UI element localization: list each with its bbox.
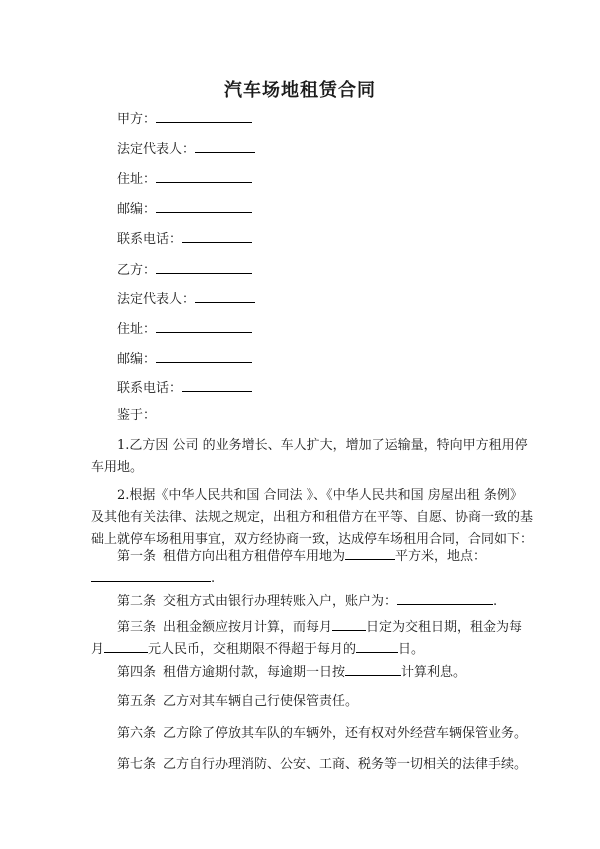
party-a-postcode-line [117,200,252,218]
article-1-tail: . [211,571,216,586]
article-6-label: 第六条 [117,726,157,741]
article-5 [91,691,515,713]
article-1 [91,546,515,590]
party-b-rep-label: 法定代表人： [117,292,196,307]
party-a-rep-blank[interactable] [195,140,255,153]
whereas-item-1-line-2: 车用地。 [91,460,144,475]
party-a-rep-line [117,140,255,158]
article-3-deadline-blank[interactable] [356,640,398,653]
party-b-phone-blank[interactable] [182,379,252,392]
party-b-address-line [117,320,252,338]
article-2-tail: . [493,594,498,609]
article-1-area-blank[interactable] [345,547,395,560]
whereas-item-2-line-3: 础上就停车场租用事宜，双方经协商一致，达成停车场租用合同，合同如下： [91,532,534,547]
article-1-location-blank[interactable] [91,569,211,582]
party-b-address-blank[interactable] [156,320,252,333]
party-a-address-label: 住址： [117,172,157,187]
whereas-label: 鉴于： [117,408,157,423]
article-2-label: 第二条 [117,594,157,609]
party-b-phone-label: 联系电话： [117,381,183,396]
party-a-address-blank[interactable] [156,170,252,183]
party-a-phone-label: 联系电话： [117,232,183,247]
party-b-postcode-blank[interactable] [156,350,252,363]
article-3-text-b: 日定为交租日期，租金为每 [366,620,523,635]
article-5-text: 乙方对其车辆自己行使保管责任。 [163,694,359,709]
article-4-text-a: 租借方逾期付款，每逾期一日按 [163,665,346,680]
party-a-label: 甲方： [117,112,157,127]
party-a-phone-line [117,230,252,248]
article-4-rate-blank[interactable] [345,663,401,676]
party-a-address-line [117,170,252,188]
article-6 [91,723,528,745]
whereas-item-1 [91,435,528,479]
article-4-label: 第四条 [117,665,157,680]
whereas-item-2-line-2: 及其他有关法律、法规之规定，出租方和租借方在平等、自愿、协商一致的基 [91,510,534,525]
article-2-text-a: 交租方式由银行办理转账入户，账户为： [163,594,398,609]
party-a-rep-label: 法定代表人： [117,142,196,157]
article-5-label: 第五条 [117,694,157,709]
article-7-text: 乙方自行办理消防、公安、工商、税务等一切相关的法律手续。 [163,757,528,772]
article-3-l2-c: 日。 [398,642,425,657]
party-b-address-label: 住址： [117,322,157,337]
whereas-item-2 [91,485,534,551]
article-1-text-a: 租借方向出租方租借停车用地为 [163,549,346,564]
article-7-label: 第七条 [117,757,157,772]
article-2-account-blank[interactable] [397,592,493,605]
article-4 [91,662,515,684]
article-3 [91,617,523,661]
article-2 [91,591,515,613]
article-1-text-b: 平方米，地点： [395,549,487,564]
party-b-postcode-label: 邮编： [117,352,157,367]
party-a-line [117,110,252,128]
party-b-line [117,261,252,279]
party-a-postcode-label: 邮编： [117,202,157,217]
article-3-day-blank[interactable] [332,618,366,631]
article-7 [91,754,528,776]
whereas-item-1-line-1: 1.乙方因 公司 的业务增长、车人扩大，增加了运输量，特向甲方租用停 [117,438,528,453]
article-3-text-a: 出租金额应按月计算，而每月 [163,620,333,635]
party-a-phone-blank[interactable] [182,230,252,243]
article-1-label: 第一条 [117,549,157,564]
article-3-l2-b: 元人民币，交租期限不得超于每月的 [148,642,357,657]
party-b-blank[interactable] [156,261,252,274]
article-4-text-b: 计算利息。 [401,665,467,680]
whereas-item-2-line-1: 2.根据《中华人民共和国 合同法 》、《中华人民共和国 房屋出租 条例》 [117,488,523,503]
party-b-postcode-line [117,350,252,368]
article-3-label: 第三条 [117,620,157,635]
article-3-l2-a: 月 [91,642,105,657]
party-b-phone-line [117,379,252,397]
party-b-label: 乙方： [117,263,157,278]
article-3-amount-blank[interactable] [104,640,148,653]
party-a-blank[interactable] [156,110,252,123]
page-title: 汽车场地租赁合同 [224,80,376,101]
party-b-rep-blank[interactable] [195,290,255,303]
party-b-rep-line [117,290,255,308]
article-6-text: 乙方除了停放其车队的车辆外，还有权对外经营车辆保管业务。 [163,726,528,741]
party-a-postcode-blank[interactable] [156,200,252,213]
